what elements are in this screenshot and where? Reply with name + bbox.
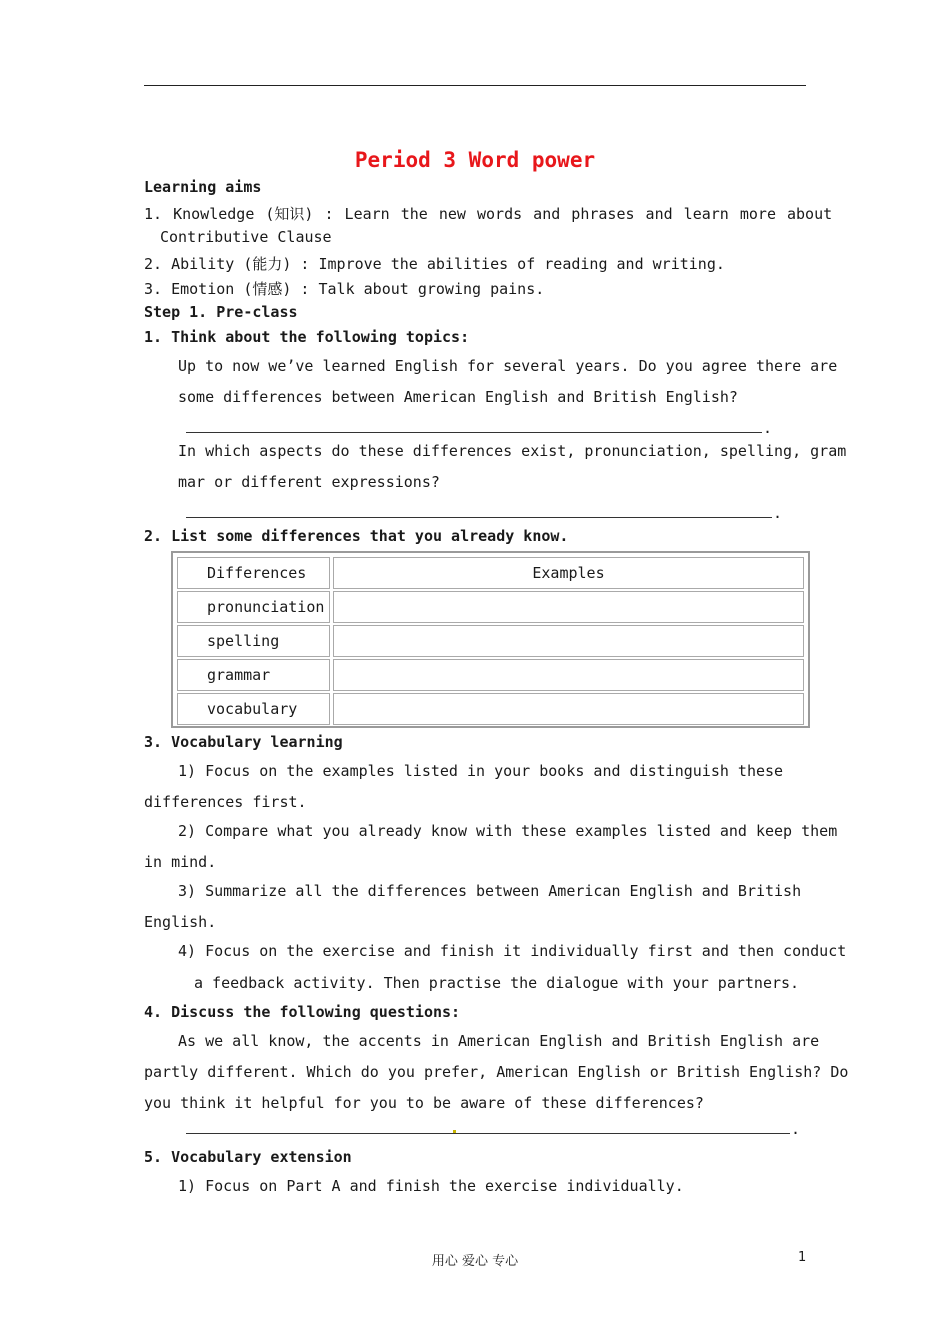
answer-blank-3-period: . [791,1120,801,1138]
q4-heading: 4. Discuss the following questions: [144,1003,461,1021]
header-differences: Differences [177,557,330,589]
answer-blank-1[interactable] [186,432,762,433]
answer-blank-2-period: . [773,504,783,522]
q3-heading: 3. Vocabulary learning [144,733,343,751]
differences-table [171,551,810,728]
row-label-pronunciation: pronunciation [177,591,330,623]
example-cell-spelling[interactable] [333,625,804,657]
q5-heading: 5. Vocabulary extension [144,1148,352,1166]
row-label-vocabulary: vocabulary [177,693,330,725]
q3-item-4: 4) Focus on the exercise and finish it individually first and then conduct [178,942,847,960]
page-number: 1 [798,1250,807,1265]
q3-item-1-cont: differences first. [144,793,307,811]
example-cell-pronunciation[interactable] [333,591,804,623]
row-label-grammar: grammar [177,659,330,691]
example-cell-vocabulary[interactable] [333,693,804,725]
header-rule [144,85,806,86]
q1-line-4: mar or different expressions? [178,473,440,491]
example-cell-grammar[interactable] [333,659,804,691]
q1-heading: 1. Think about the following topics: [144,328,470,346]
q3-item-3: 3) Summarize all the differences between American English and British [178,882,802,900]
aim-knowledge-cont: Contributive Clause [160,228,332,246]
q3-item-2-cont: in mind. [144,853,217,871]
answer-blank-3[interactable] [186,1133,790,1134]
q3-item-2: 2) Compare what you already know with these examples listed and keep them [178,822,838,840]
row-label-spelling: spelling [177,625,330,657]
answer-blank-2[interactable] [186,517,772,518]
footer-motto: 用心 爱心 专心 [431,1254,519,1269]
q3-item-3-cont: English. [144,913,217,931]
q3-item-1: 1) Focus on the examples listed in your books and distinguish these [178,762,784,780]
marker-dot [453,1130,456,1133]
q4-line-3: you think it helpful for you to be aware of these differences? [144,1094,704,1112]
step1-heading: Step 1. Pre-class [144,303,298,321]
q4-line-1: As we all know, the accents in American English and British English are [178,1032,820,1050]
q3-item-4-cont: a feedback activity. Then practise the dialogue with your partners. [194,974,800,992]
q2-heading: 2. List some differences that you already know. [144,527,569,545]
page-title: Period 3 Word power [354,148,596,172]
q1-line-1: Up to now we’ve learned English for several years. Do you agree there are [178,357,838,375]
q1-line-2: some differences between American English and British English? [178,388,738,406]
q1-line-3: In which aspects do these differences exist, pronunciation, spelling, gram [178,442,847,460]
header-examples: Examples [333,557,804,589]
aim-emotion: 3. Emotion (情感) : Talk about growing pains. [144,280,545,298]
q5-item-1: 1) Focus on Part A and finish the exercise individually. [178,1177,684,1195]
q4-line-2: partly different. Which do you prefer, American English or British English? Do [144,1063,849,1081]
aim-knowledge: 1. Knowledge (知识) : Learn the new words and phrases and learn more about [144,205,833,223]
aim-ability: 2. Ability (能力) : Improve the abilities of reading and writing. [144,255,725,273]
learning-aims-heading: Learning aims [144,178,262,196]
answer-blank-1-period: . [763,419,773,437]
